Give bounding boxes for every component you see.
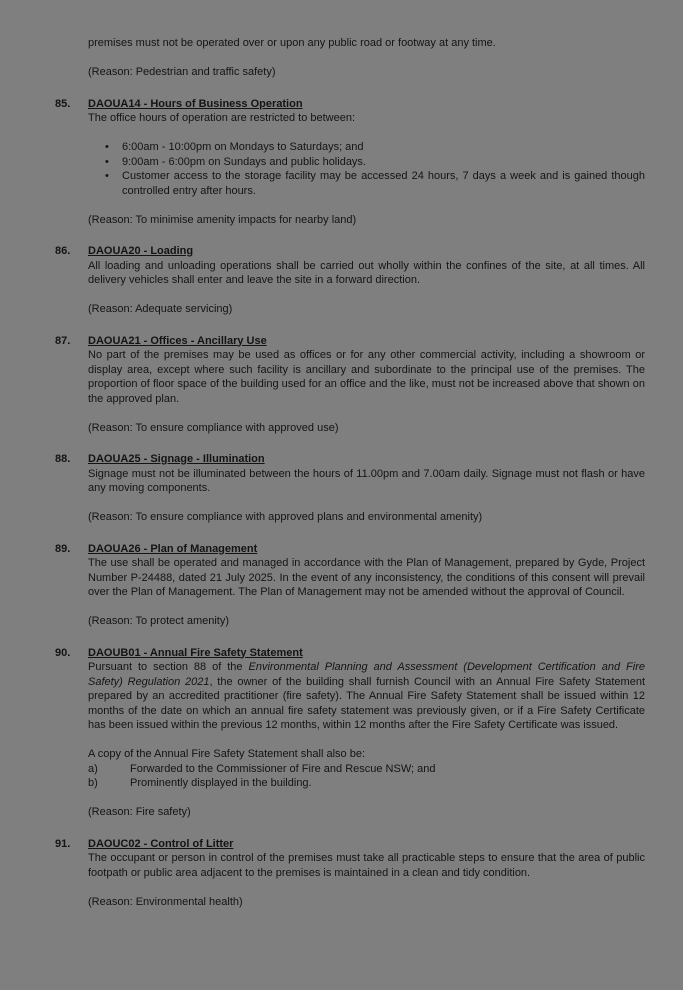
sub-item-text: Prominently displayed in the building.: [130, 777, 312, 789]
condition-heading: DAOUA25 - Signage - Illumination: [88, 453, 265, 465]
sub-item-a: [88, 762, 645, 777]
condition-91: [55, 837, 645, 910]
condition-reason: (Reason: To minimise amenity impacts for nearby land): [88, 213, 357, 226]
sub-item-b: [88, 776, 645, 791]
regulation-title-italic: Environmental Planning and Assessment (Development Certification and Fire Safety) Regulation 2021: [88, 661, 645, 688]
bullet-text: 9:00am - 6:00pm on Sundays and public holidays.: [122, 155, 366, 168]
condition-body: The occupant or person in control of the premises must take all practicable steps to ensure that the area of public footpath or public area adjacent to the premises is maintained in a clean and tidy condition.: [88, 852, 645, 879]
condition-heading: DAOUC02 - Control of Litter: [88, 837, 234, 850]
hours-bullet-list: [88, 140, 645, 198]
sub-item-label: b): [88, 777, 98, 789]
condition-number: 85.: [55, 97, 71, 110]
condition-body: No part of the premises may be used as offices or for any other commercial activity, including a showroom or display area, except where such facility is ancillary and subordinate to the principal use of the premises. The proportion of floor space of the building used for an office and the like, must not be increased above that shown on the approved plan.: [88, 349, 645, 405]
condition-reason: (Reason: Adequate servicing): [88, 303, 233, 315]
copy-intro-text: A copy of the Annual Fire Safety Statement shall also be:: [88, 748, 365, 760]
bullet-item: [88, 169, 645, 198]
sub-item-label: a): [88, 762, 98, 775]
condition-87: [55, 334, 645, 436]
body-text-prefix: Pursuant to section 88 of the: [88, 661, 249, 673]
bullet-text: 6:00am - 10:00pm on Mondays to Saturdays; and: [122, 141, 364, 153]
condition-number: 91.: [55, 837, 71, 850]
condition-90: [55, 646, 645, 820]
condition-reason: (Reason: To ensure compliance with approved use): [88, 421, 339, 434]
continuation-reason: (Reason: Pedestrian and traffic safety): [88, 66, 276, 78]
condition-85: [55, 97, 645, 228]
condition-number: 89.: [55, 542, 71, 555]
continuation-text: premises must not be operated over or upon any public road or footway at any time.: [88, 37, 496, 49]
condition-number: 87.: [55, 334, 71, 347]
condition-heading: DAOUA20 - Loading: [88, 245, 194, 257]
condition-heading: DAOUA21 - Offices - Ancillary Use: [88, 334, 267, 347]
bullet-icon: •: [105, 141, 109, 153]
condition-reason: (Reason: To ensure compliance with approved plans and environmental amenity): [88, 511, 483, 523]
condition-body: [88, 660, 645, 733]
body-text-suffix: , the owner of the building shall furnish Council with an Annual Fire Safety Statement prepared by an accredited practitioner (fire safety). The Annual Fire Safety Statement shall be issued within 12 months of the date on which an annual fire safety statement was previously given, or if a Fire Safety Certificate has been issued within the previous 12 months, within 12 months after the Fire Safety Certificate was issued.: [88, 675, 646, 731]
sub-item-text: Forwarded to the Commissioner of Fire and Rescue NSW; and: [130, 762, 436, 775]
condition-reason: (Reason: Environmental health): [88, 895, 243, 908]
bullet-text: Customer access to the storage facility may be accessed 24 hours, 7 days a week and is gained though controlled entry after hours.: [122, 170, 645, 197]
bullet-item: [88, 155, 645, 170]
condition-number: 86.: [55, 245, 71, 257]
condition-reason: (Reason: To protect amenity): [88, 615, 230, 627]
continuation-block: [88, 36, 645, 80]
condition-88: [55, 452, 645, 525]
bullet-item: [88, 140, 645, 155]
condition-89: [55, 542, 645, 629]
condition-body: All loading and unloading operations shall be carried out wholly within the confines of the site, at all times. All delivery vehicles shall enter and leave the site in a forward direction.: [88, 259, 645, 286]
condition-body: The office hours of operation are restricted to between:: [88, 112, 356, 124]
condition-heading: DAOUA14 - Hours of Business Operation: [88, 97, 303, 110]
condition-heading: DAOUA26 - Plan of Management: [88, 542, 258, 555]
condition-reason: (Reason: Fire safety): [88, 806, 191, 818]
bullet-icon: •: [105, 170, 109, 182]
condition-number: 90.: [55, 646, 71, 659]
condition-86: [55, 244, 645, 317]
bullet-icon: •: [105, 155, 109, 168]
condition-body: Signage must not be illuminated between the hours of 11.00pm and 7.00am daily. Signage must not flash or have any moving components.: [88, 467, 645, 494]
condition-body: The use shall be operated and managed in accordance with the Plan of Management, prepared by Gyde, Project Number P-24488, dated 21 July 2025. In the event of any inconsistency, the conditions of this consent will prevail over the Plan of Management. The Plan of Management may not be amended without the approval of Council.: [88, 557, 645, 598]
condition-heading: DAOUB01 - Annual Fire Safety Statement: [88, 646, 303, 659]
condition-number: 88.: [55, 453, 71, 465]
